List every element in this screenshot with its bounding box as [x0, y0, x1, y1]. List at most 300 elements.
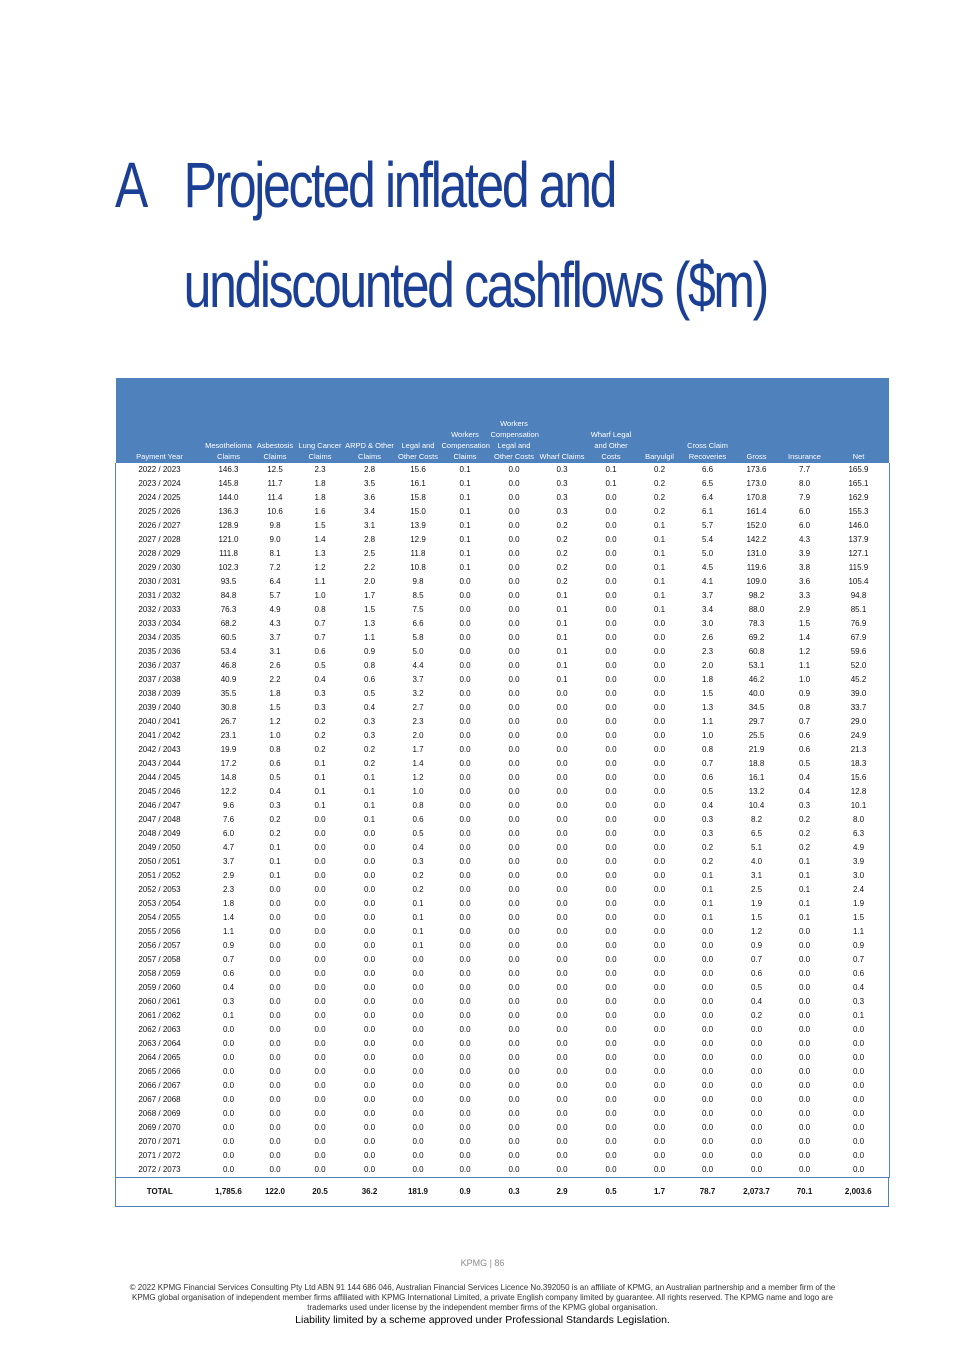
value-cell: 0.0: [459, 1109, 471, 1118]
total-value-cell: 36.2: [344, 1178, 396, 1207]
value-cell: 0.0: [508, 773, 520, 782]
value-cell: 0.0: [508, 1011, 520, 1020]
value-cell: 0.0: [798, 1039, 811, 1048]
value-cell: 84.8: [220, 591, 237, 600]
column-header: Gross: [733, 378, 781, 463]
value-cell: 0.0: [556, 1095, 568, 1104]
value-cell: 0.8: [363, 661, 376, 670]
payment-year-cell: 2033 / 2034: [138, 619, 181, 628]
value-cell: 0.0: [653, 787, 666, 796]
value-cell: 0.0: [363, 927, 376, 936]
value-cell: 33.7: [850, 703, 867, 712]
value-cell: 1.2: [269, 717, 281, 726]
value-cell: 0.0: [556, 969, 568, 978]
value-cell: 0.0: [605, 703, 617, 712]
value-cell: 0.0: [412, 1151, 424, 1160]
value-cell: 0.0: [269, 1109, 281, 1118]
heading-indent: [115, 235, 184, 335]
value-cell: 0.0: [459, 1151, 471, 1160]
value-cell: 0.0: [508, 857, 520, 866]
value-cell: 21.9: [748, 745, 765, 754]
value-cell: 0.9: [798, 689, 811, 698]
column-header: Lung Cancer Claims: [297, 378, 344, 463]
page-number: KPMG | 86: [460, 1258, 505, 1268]
value-cell: 0.1: [459, 507, 471, 516]
value-cell: 0.0: [314, 857, 326, 866]
table-row: [116, 463, 889, 477]
value-cell: 0.0: [852, 1165, 865, 1174]
value-cell: 1.5: [363, 605, 376, 614]
payment-year-cell: 2072 / 2073: [138, 1165, 181, 1174]
column-header: Wharf Claims: [539, 378, 586, 463]
payment-year-cell: 2059 / 2060: [138, 983, 181, 992]
value-cell: 0.0: [459, 1011, 471, 1020]
value-cell: 1.5: [798, 619, 811, 628]
value-cell: 0.1: [798, 885, 811, 894]
value-cell: 0.0: [653, 1025, 666, 1034]
table-row: [116, 995, 889, 1009]
payment-year-cell: 2044 / 2045: [138, 773, 181, 782]
value-cell: 1.8: [314, 493, 326, 502]
value-cell: 8.2: [750, 815, 763, 824]
value-cell: 2.8: [363, 535, 376, 544]
value-cell: 0.0: [605, 913, 617, 922]
payment-year-cell: 2042 / 2043: [138, 745, 181, 754]
value-cell: 0.0: [508, 633, 520, 642]
value-cell: 0.0: [363, 1081, 376, 1090]
value-cell: 0.0: [556, 689, 568, 698]
value-cell: 0.0: [556, 801, 568, 810]
value-cell: 0.0: [798, 1095, 811, 1104]
value-cell: 127.1: [848, 549, 869, 558]
value-cell: 0.0: [556, 927, 568, 936]
value-cell: 0.0: [605, 577, 617, 586]
value-cell: 0.0: [605, 549, 617, 558]
value-cell: 10.6: [267, 507, 283, 516]
value-cell: 0.0: [605, 507, 617, 516]
value-cell: 0.0: [605, 647, 617, 656]
value-cell: 0.0: [459, 1053, 471, 1062]
table-row: [116, 1121, 889, 1135]
value-cell: 0.1: [556, 675, 568, 684]
value-cell: 0.0: [269, 1067, 281, 1076]
value-cell: 93.5: [220, 577, 237, 586]
value-cell: 0.0: [269, 1039, 281, 1048]
payment-year-cell: 2022 / 2023: [138, 465, 181, 474]
value-cell: 8.0: [798, 479, 811, 488]
value-cell: 0.0: [701, 1151, 714, 1160]
value-cell: 2.0: [412, 731, 424, 740]
value-cell: 46.8: [220, 661, 237, 670]
table-row: [116, 841, 889, 855]
value-cell: 3.1: [363, 521, 376, 530]
value-cell: 0.1: [556, 619, 568, 628]
value-cell: 0.0: [508, 871, 520, 880]
value-cell: 0.4: [852, 983, 865, 992]
value-cell: 0.0: [314, 955, 326, 964]
value-cell: 0.0: [556, 871, 568, 880]
value-cell: 2.7: [412, 703, 424, 712]
value-cell: 2.0: [701, 661, 714, 670]
value-cell: 0.3: [798, 801, 811, 810]
value-cell: 0.0: [508, 675, 520, 684]
value-cell: 0.0: [314, 899, 326, 908]
value-cell: 76.3: [220, 605, 237, 614]
value-cell: 1.1: [363, 633, 376, 642]
value-cell: 0.0: [852, 1137, 865, 1146]
value-cell: 0.0: [508, 997, 520, 1006]
payment-year-cell: 2045 / 2046: [138, 787, 181, 796]
value-cell: 0.0: [653, 689, 666, 698]
payment-year-cell: 2040 / 2041: [138, 717, 181, 726]
value-cell: 0.0: [363, 997, 376, 1006]
value-cell: 1.6: [314, 507, 326, 516]
value-cell: 68.2: [220, 619, 237, 628]
value-cell: 1.1: [701, 717, 714, 726]
value-cell: 0.0: [556, 857, 568, 866]
value-cell: 0.0: [459, 857, 471, 866]
value-cell: 0.0: [363, 843, 376, 852]
value-cell: 0.3: [556, 493, 568, 502]
value-cell: 3.5: [363, 479, 376, 488]
value-cell: 0.0: [556, 913, 568, 922]
value-cell: 0.0: [459, 689, 471, 698]
value-cell: 0.1: [459, 549, 471, 558]
value-cell: 29.7: [748, 717, 765, 726]
value-cell: 3.0: [701, 619, 714, 628]
value-cell: 12.9: [410, 535, 426, 544]
heading-title-line-1: Projected inflated and: [183, 149, 616, 221]
value-cell: 0.0: [222, 1025, 235, 1034]
value-cell: 0.0: [605, 1081, 617, 1090]
value-cell: 0.0: [222, 1109, 235, 1118]
value-cell: 0.0: [508, 717, 520, 726]
payment-year-cell: 2050 / 2051: [138, 857, 181, 866]
value-cell: 4.4: [412, 661, 424, 670]
value-cell: 0.0: [269, 997, 281, 1006]
value-cell: 0.0: [459, 829, 471, 838]
value-cell: 0.0: [798, 1137, 811, 1146]
value-cell: 0.6: [701, 773, 714, 782]
table-row: [116, 925, 889, 939]
value-cell: 0.0: [508, 1109, 520, 1118]
value-cell: 0.1: [412, 899, 424, 908]
table-row: [116, 827, 889, 841]
table-row: [116, 505, 889, 519]
value-cell: 0.1: [556, 591, 568, 600]
value-cell: 0.7: [852, 955, 865, 964]
value-cell: 0.0: [459, 745, 471, 754]
value-cell: 0.0: [653, 1095, 666, 1104]
value-cell: 0.0: [798, 983, 811, 992]
table-row: [116, 533, 889, 547]
value-cell: 1.0: [314, 591, 326, 600]
value-cell: 24.9: [850, 731, 867, 740]
value-cell: 152.0: [746, 521, 767, 530]
liability-notice: Liability limited by a scheme approved under Professional Standards Legislation.: [295, 1314, 670, 1326]
value-cell: 1.8: [222, 899, 235, 908]
value-cell: 0.0: [653, 1039, 666, 1048]
value-cell: 0.3: [269, 801, 281, 810]
value-cell: 0.0: [508, 731, 520, 740]
value-cell: 0.3: [556, 507, 568, 516]
value-cell: 0.0: [459, 731, 471, 740]
value-cell: 14.8: [220, 773, 237, 782]
value-cell: 0.0: [363, 857, 376, 866]
value-cell: 144.0: [218, 493, 239, 502]
value-cell: 0.0: [653, 619, 666, 628]
value-cell: 85.1: [850, 605, 867, 614]
total-value-cell: 1,785.6: [204, 1178, 254, 1207]
table-row: [116, 687, 889, 701]
value-cell: 0.7: [314, 633, 326, 642]
value-cell: 0.0: [556, 759, 568, 768]
value-cell: 0.2: [798, 815, 811, 824]
table-header-row: [116, 378, 889, 463]
value-cell: 0.1: [363, 801, 376, 810]
value-cell: 1.9: [852, 899, 865, 908]
value-cell: 0.5: [750, 983, 763, 992]
value-cell: 7.9: [798, 493, 811, 502]
value-cell: 1.5: [852, 913, 865, 922]
value-cell: 145.8: [218, 479, 239, 488]
table-row: [116, 575, 889, 589]
value-cell: 46.2: [748, 675, 765, 684]
payment-year-cell: 2034 / 2035: [138, 633, 181, 642]
value-cell: 0.1: [222, 1011, 235, 1020]
payment-year-cell: 2058 / 2059: [138, 969, 181, 978]
value-cell: 0.2: [653, 493, 666, 502]
value-cell: 0.0: [653, 717, 666, 726]
value-cell: 1.1: [314, 577, 326, 586]
value-cell: 1.5: [314, 521, 326, 530]
value-cell: 111.8: [219, 549, 238, 558]
value-cell: 0.0: [412, 1053, 424, 1062]
payment-year-cell: 2037 / 2038: [138, 675, 181, 684]
value-cell: 0.3: [363, 731, 376, 740]
value-cell: 142.2: [746, 535, 767, 544]
value-cell: 0.0: [269, 1165, 281, 1174]
value-cell: 0.7: [314, 619, 326, 628]
total-value-cell: 70.1: [781, 1178, 829, 1207]
table-row: [116, 701, 889, 715]
value-cell: 0.0: [798, 1067, 811, 1076]
value-cell: 0.0: [222, 1095, 235, 1104]
value-cell: 0.0: [363, 871, 376, 880]
value-cell: 0.0: [605, 1039, 617, 1048]
value-cell: 0.0: [653, 801, 666, 810]
value-cell: 0.0: [556, 787, 568, 796]
value-cell: 5.0: [412, 647, 424, 656]
payment-year-cell: 2046 / 2047: [138, 801, 181, 810]
value-cell: 0.0: [459, 885, 471, 894]
value-cell: 0.0: [556, 1025, 568, 1034]
value-cell: 0.0: [750, 1151, 763, 1160]
table-row: [116, 813, 889, 827]
value-cell: 0.0: [459, 577, 471, 586]
value-cell: 0.1: [798, 857, 811, 866]
value-cell: 4.3: [798, 535, 811, 544]
value-cell: 5.1: [750, 843, 763, 852]
value-cell: 0.1: [314, 759, 326, 768]
value-cell: 0.0: [653, 661, 666, 670]
value-cell: 0.0: [653, 633, 666, 642]
value-cell: 0.2: [701, 857, 714, 866]
value-cell: 0.0: [363, 969, 376, 978]
value-cell: 3.7: [222, 857, 235, 866]
value-cell: 0.0: [412, 1165, 424, 1174]
value-cell: 0.0: [314, 927, 326, 936]
value-cell: 5.4: [701, 535, 714, 544]
table-row: [116, 491, 889, 505]
value-cell: 0.0: [653, 913, 666, 922]
table-row: [116, 911, 889, 925]
value-cell: 0.0: [556, 1011, 568, 1020]
value-cell: 0.0: [852, 1039, 865, 1048]
value-cell: 0.6: [750, 969, 763, 978]
value-cell: 0.0: [508, 549, 520, 558]
table-row: [116, 981, 889, 995]
value-cell: 12.5: [267, 465, 283, 474]
value-cell: 105.4: [848, 577, 869, 586]
value-cell: 0.5: [269, 773, 281, 782]
value-cell: 0.0: [314, 829, 326, 838]
value-cell: 0.4: [314, 675, 326, 684]
value-cell: 0.0: [508, 787, 520, 796]
cashflow-table: [115, 378, 889, 1207]
value-cell: 0.0: [508, 759, 520, 768]
value-cell: 0.0: [412, 1081, 424, 1090]
value-cell: 0.0: [605, 619, 617, 628]
payment-year-cell: 2063 / 2064: [138, 1039, 181, 1048]
value-cell: 0.1: [314, 801, 326, 810]
value-cell: 2.8: [363, 465, 376, 474]
value-cell: 0.1: [269, 871, 281, 880]
table-row: [116, 1079, 889, 1093]
value-cell: 0.0: [653, 1011, 666, 1020]
value-cell: 0.0: [556, 731, 568, 740]
column-header: Mesothelioma Claims: [204, 378, 254, 463]
value-cell: 0.0: [605, 689, 617, 698]
table-row: [116, 1149, 889, 1163]
value-cell: 0.0: [508, 493, 520, 502]
value-cell: 0.0: [508, 507, 520, 516]
value-cell: 0.1: [556, 605, 568, 614]
table-row: [116, 939, 889, 953]
total-value-cell: 0.3: [490, 1178, 539, 1207]
value-cell: 0.8: [412, 801, 424, 810]
value-cell: 0.0: [605, 885, 617, 894]
total-value-cell: 0.9: [441, 1178, 490, 1207]
value-cell: 1.2: [798, 647, 811, 656]
value-cell: 0.0: [459, 1095, 471, 1104]
value-cell: 0.0: [605, 633, 617, 642]
value-cell: 0.7: [701, 759, 714, 768]
value-cell: 0.9: [852, 941, 865, 950]
value-cell: 0.5: [314, 661, 326, 670]
value-cell: 0.0: [508, 969, 520, 978]
value-cell: 0.0: [852, 1151, 865, 1160]
value-cell: 0.0: [750, 1039, 763, 1048]
value-cell: 0.0: [605, 1151, 617, 1160]
value-cell: 0.0: [605, 829, 617, 838]
value-cell: 146.0: [848, 521, 869, 530]
value-cell: 0.0: [412, 969, 424, 978]
value-cell: 8.5: [412, 591, 424, 600]
value-cell: 1.8: [701, 675, 714, 684]
value-cell: 12.8: [850, 787, 867, 796]
table-row: [116, 953, 889, 967]
value-cell: 0.0: [798, 941, 811, 950]
value-cell: 0.7: [222, 955, 235, 964]
value-cell: 0.0: [314, 1025, 326, 1034]
value-cell: 0.0: [412, 955, 424, 964]
value-cell: 0.2: [412, 871, 424, 880]
value-cell: 0.0: [459, 1137, 471, 1146]
payment-year-cell: 2052 / 2053: [138, 885, 181, 894]
value-cell: 0.0: [605, 717, 617, 726]
value-cell: 0.0: [508, 605, 520, 614]
value-cell: 7.7: [798, 465, 811, 474]
value-cell: 25.5: [748, 731, 765, 740]
payment-year-cell: 2032 / 2033: [138, 605, 181, 614]
value-cell: 1.5: [701, 689, 714, 698]
value-cell: 0.0: [363, 899, 376, 908]
total-value-cell: 78.7: [683, 1178, 733, 1207]
value-cell: 0.4: [412, 843, 424, 852]
payment-year-cell: 2031 / 2032: [138, 591, 181, 600]
value-cell: 0.0: [314, 969, 326, 978]
value-cell: 5.8: [412, 633, 424, 642]
value-cell: 0.0: [508, 885, 520, 894]
value-cell: 0.1: [269, 843, 281, 852]
value-cell: 0.0: [556, 829, 568, 838]
table-row: [116, 561, 889, 575]
value-cell: 2.6: [701, 633, 714, 642]
value-cell: 10.4: [748, 801, 765, 810]
table-row: [116, 547, 889, 561]
value-cell: 0.0: [701, 927, 714, 936]
value-cell: 0.7: [798, 717, 811, 726]
value-cell: 4.9: [269, 605, 281, 614]
total-value-cell: 0.5: [586, 1178, 637, 1207]
value-cell: 0.0: [605, 1137, 617, 1146]
payment-year-cell: 2067 / 2068: [138, 1095, 181, 1104]
table-row: [116, 519, 889, 533]
value-cell: 0.0: [605, 857, 617, 866]
value-cell: 0.0: [653, 1081, 666, 1090]
value-cell: 0.0: [701, 983, 714, 992]
value-cell: 115.9: [848, 563, 869, 572]
payment-year-cell: 2065 / 2066: [138, 1067, 181, 1076]
value-cell: 0.0: [459, 759, 471, 768]
value-cell: 0.0: [459, 955, 471, 964]
value-cell: 3.6: [363, 493, 376, 502]
value-cell: 0.0: [363, 1011, 376, 1020]
value-cell: 18.8: [748, 759, 765, 768]
value-cell: 0.1: [556, 647, 568, 656]
table-row: [116, 617, 889, 631]
value-cell: 0.0: [314, 913, 326, 922]
value-cell: 0.3: [701, 829, 714, 838]
value-cell: 0.0: [459, 647, 471, 656]
value-cell: 26.7: [220, 717, 237, 726]
table-row: [116, 785, 889, 799]
value-cell: 0.0: [653, 1137, 666, 1146]
value-cell: 0.0: [605, 997, 617, 1006]
value-cell: 0.1: [459, 465, 471, 474]
value-cell: 0.0: [556, 745, 568, 754]
